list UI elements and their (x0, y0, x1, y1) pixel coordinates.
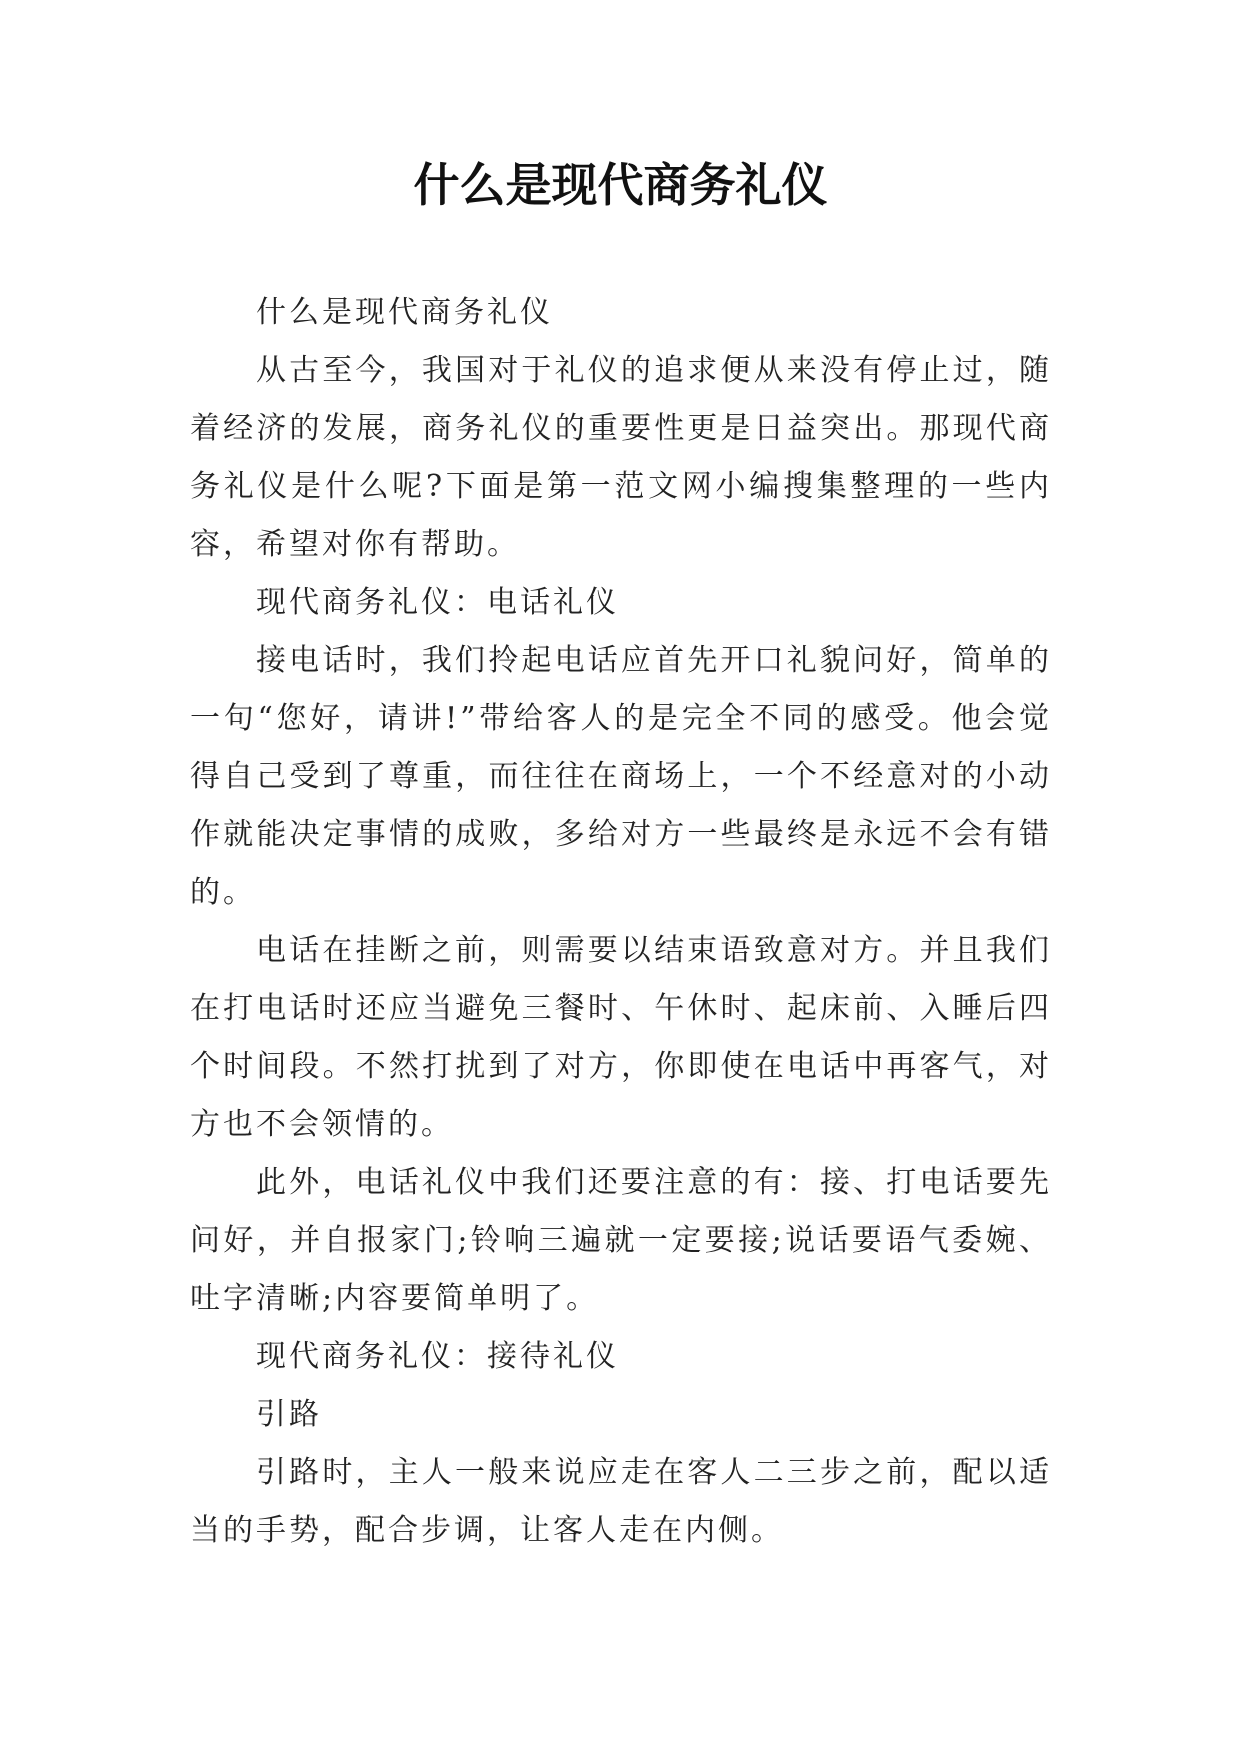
paragraph-guiding: 引路时，主人一般来说应走在客人二三步之前，配以适当的手势，配合步调，让客人走在内侧。 (190, 1455, 1052, 1548)
section-heading-reception-etiquette: 现代商务礼仪：接待礼仪 (256, 1339, 619, 1374)
subheading-guiding: 引路 (256, 1397, 322, 1432)
document-title: 什么是现代商务礼仪 (413, 158, 828, 212)
paragraph-intro: 从古至今，我国对于礼仪的追求便从来没有停止过，随着经济的发展，商务礼仪的重要性更是日益突出。那现代商务礼仪是什么呢?下面是第一范文网小编搜集整理的一些内容，希望对你有帮助。 (190, 353, 1052, 562)
document-body (190, 284, 1052, 1560)
paragraph-phone-notes: 此外，电话礼仪中我们还要注意的有：接、打电话要先问好，并自报家门;铃响三遍就一定要接;说话要语气委婉、吐字清晰;内容要简单明了。 (190, 1165, 1052, 1316)
paragraph-answering-phone: 接电话时，我们拎起电话应首先开口礼貌问好，简单的一句“您好，请讲!”带给客人的是完全不同的感受。他会觉得自己受到了尊重，而往往在商场上，一个不经意对的小动作就能决定事情的成败，多给对方一些最终是永远不会有错的。 (190, 643, 1052, 910)
paragraph-subtitle: 什么是现代商务礼仪 (256, 295, 553, 330)
paragraph-ending-call: 电话在挂断之前，则需要以结束语致意对方。并且我们在打电话时还应当避免三餐时、午休时、起床前、入睡后四个时间段。不然打扰到了对方，你即使在电话中再客气，对方也不会领情的。 (190, 933, 1052, 1142)
section-heading-phone-etiquette: 现代商务礼仪：电话礼仪 (256, 585, 619, 620)
